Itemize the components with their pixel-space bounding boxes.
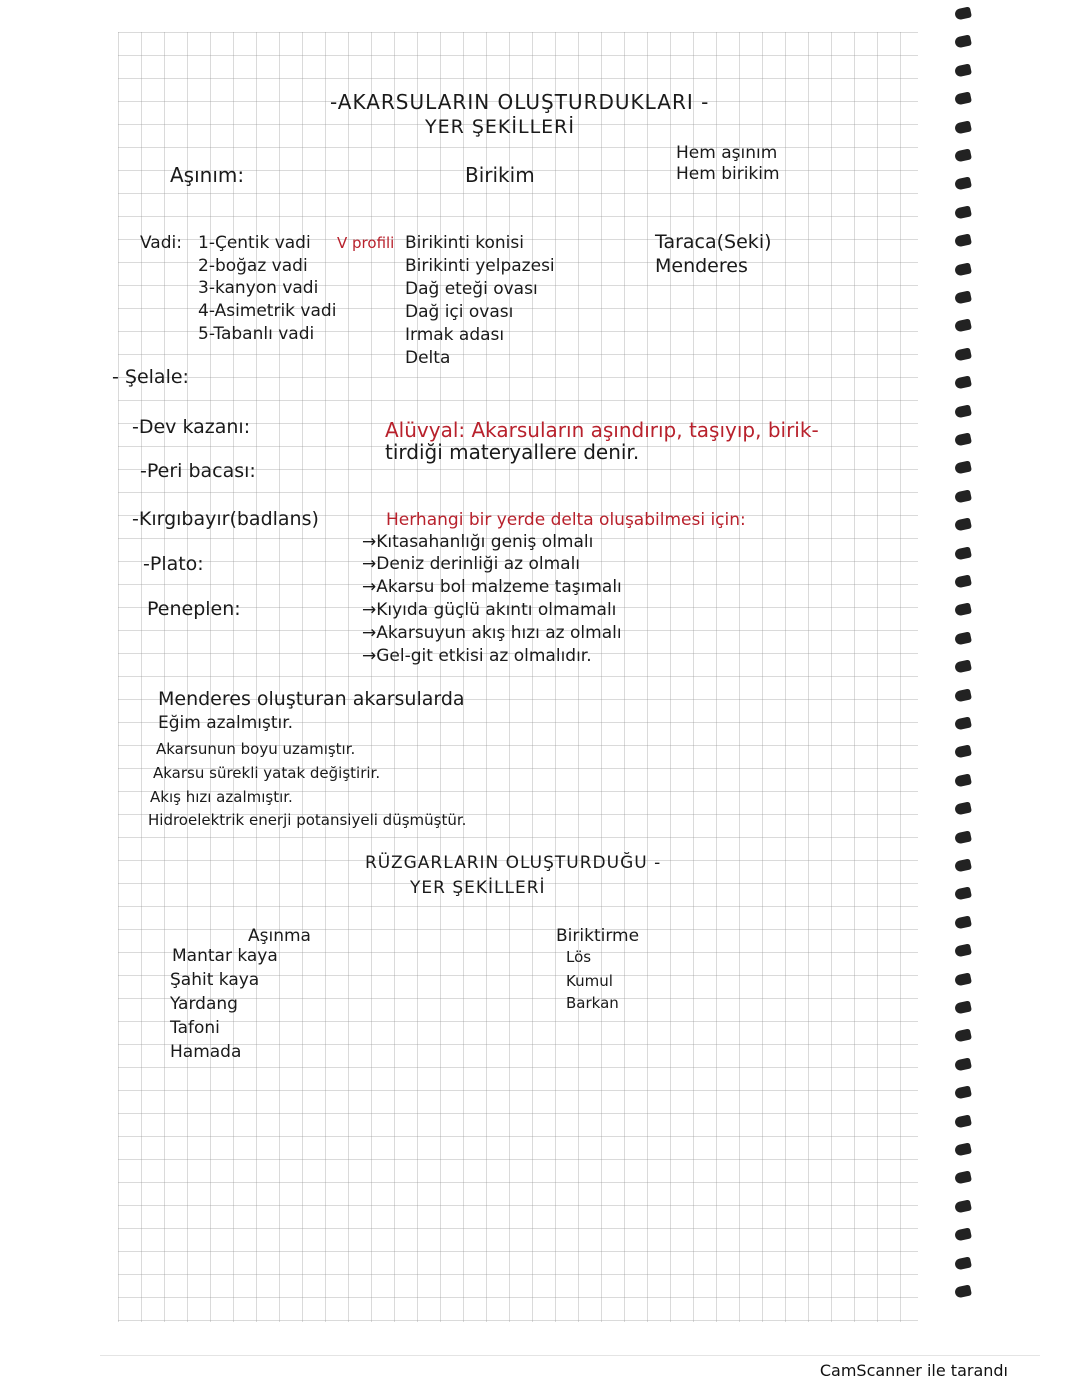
binding-ring [954,1114,972,1128]
valley-item: 3-kanyon vadi [198,278,319,298]
wind-title-line1: RÜZGARLARIN OLUŞTURDUĞU - [365,853,662,873]
header-both-1: Hem aşınım [676,143,778,163]
binding-ring [954,489,972,503]
delta-condition: →Akarsu bol malzeme taşımalı [362,577,622,597]
graph-paper [118,32,918,1322]
binding-ring [954,1228,972,1242]
left-list-item: - Şelale: [112,366,189,388]
binding-ring [954,63,972,77]
valley-item: 4-Asimetrik vadi [198,301,337,321]
binding-ring [954,1029,972,1043]
wind-erosion-item: Şahit kaya [170,970,260,990]
delta-condition: →Kıyıda güçlü akıntı olmamalı [362,600,617,620]
binding-ring [954,858,972,872]
valley-item: 2-boğaz vadi [198,256,308,276]
binding-ring [954,92,972,106]
delta-conditions-title: Herhangi bir yerde delta oluşabilmesi için: [386,510,746,530]
binding-ring [954,631,972,645]
meander-line: Akış hızı azalmıştır. [150,788,293,806]
binding-ring [954,177,972,191]
binding-ring [954,1171,972,1185]
binding-ring [954,688,972,702]
left-list-item: -Plato: [143,553,204,575]
binding-ring [954,603,972,617]
binding-ring [954,915,972,929]
binding-ring [954,944,972,958]
left-list-item: Peneplen: [147,598,241,620]
left-list-item: -Kırgıbayır(badlans) [132,508,319,530]
binding-ring [954,745,972,759]
wind-deposition-item: Lös [566,948,592,966]
wind-deposition-item: Barkan [566,994,619,1012]
binding-ring [954,120,972,134]
meander-line: Akarsu sürekli yatak değiştirir. [153,764,381,782]
wind-erosion-item: Tafoni [170,1018,220,1038]
binding-ring [954,262,972,276]
meander-line: Hidroelektrik enerji potansiyeli düşmüştür. [148,811,467,829]
binding-ring [954,773,972,787]
header-both-2: Hem birikim [676,164,780,184]
deposition-item: Birikinti konisi [405,233,524,253]
wind-deposition-item: Kumul [566,972,613,990]
binding-ring [954,1199,972,1213]
alluvium-definition-2: tirdiği materyallere denir. [385,440,640,464]
meander-line: Menderes oluşturan akarsularda [158,688,465,710]
meander-line: Eğim azalmıştır. [158,713,294,733]
binding-ring [954,290,972,304]
deposition-item: Delta [405,348,451,368]
binding-ring [954,6,972,20]
scanner-watermark: CamScanner ile tarandı [819,1361,1008,1380]
delta-condition: →Gel-git etkisi az olmalıdır. [362,646,592,666]
valley-label: Vadi: [140,233,182,253]
header-deposition: Birikim [465,163,535,187]
binding-ring [954,1256,972,1270]
binding-ring [954,319,972,333]
binding-ring [954,234,972,248]
binding-ring [954,830,972,844]
binding-ring [954,546,972,560]
binding-ring [954,518,972,532]
left-list-item: -Peri bacası: [140,460,256,482]
binding-ring [954,347,972,361]
valley-item: 5-Tabanlı vadi [198,324,315,344]
wind-erosion-item: Yardang [170,994,238,1014]
binding-ring [954,1284,972,1298]
meander-line: Akarsunun boyu uzamıştır. [156,740,356,758]
binding-ring [954,887,972,901]
binding-ring [954,205,972,219]
deposition-item: Irmak adası [405,325,505,345]
delta-condition: →Kıtasahanlığı geniş olmalı [362,532,594,552]
wind-erosion-item: Mantar kaya [172,946,278,966]
binding-ring [954,1086,972,1100]
delta-condition: →Akarsuyun akış hızı az olmalı [362,623,622,643]
header-erosion: Aşınım: [170,163,245,187]
binding-ring [954,35,972,49]
alluvium-definition-1 [385,420,819,440]
left-list-item: -Dev kazanı: [132,416,251,438]
wind-erosion-item: Hamada [170,1042,242,1062]
deposition-item: Dağ eteği ovası [405,279,538,299]
spiral-binding [955,0,977,1340]
both-item: Menderes [655,255,748,277]
valley-note: V profili [337,234,395,252]
binding-ring [954,802,972,816]
binding-ring [954,461,972,475]
wind-title-line2: YER ŞEKİLLERİ [410,878,546,898]
binding-ring [954,972,972,986]
binding-ring [954,376,972,390]
binding-ring [954,148,972,162]
deposition-item: Birikinti yelpazesi [405,256,555,276]
valley-item: 1-Çentik vadi [198,233,311,253]
footer-divider [100,1355,1040,1356]
wind-erosion-header: Aşınma [248,926,311,946]
binding-ring [954,574,972,588]
both-item: Taraca(Seki) [655,231,772,253]
wind-deposition-header: Biriktirme [556,926,640,946]
deposition-item: Dağ içi ovası [405,302,514,322]
binding-ring [954,404,972,418]
binding-ring [954,432,972,446]
page-title-line1: -AKARSULARIN OLUŞTURDUKLARI - [330,90,710,114]
binding-ring [954,1057,972,1071]
page-title-line2: YER ŞEKİLLERİ [425,116,575,138]
alluvium-line: Alüvyal: Akarsuların aşındırıp, taşıyıp, birik- [385,418,819,442]
binding-ring [954,1142,972,1156]
binding-ring [954,660,972,674]
binding-ring [954,1000,972,1014]
delta-condition: →Deniz derinliği az olmalı [362,554,581,574]
binding-ring [954,716,972,730]
